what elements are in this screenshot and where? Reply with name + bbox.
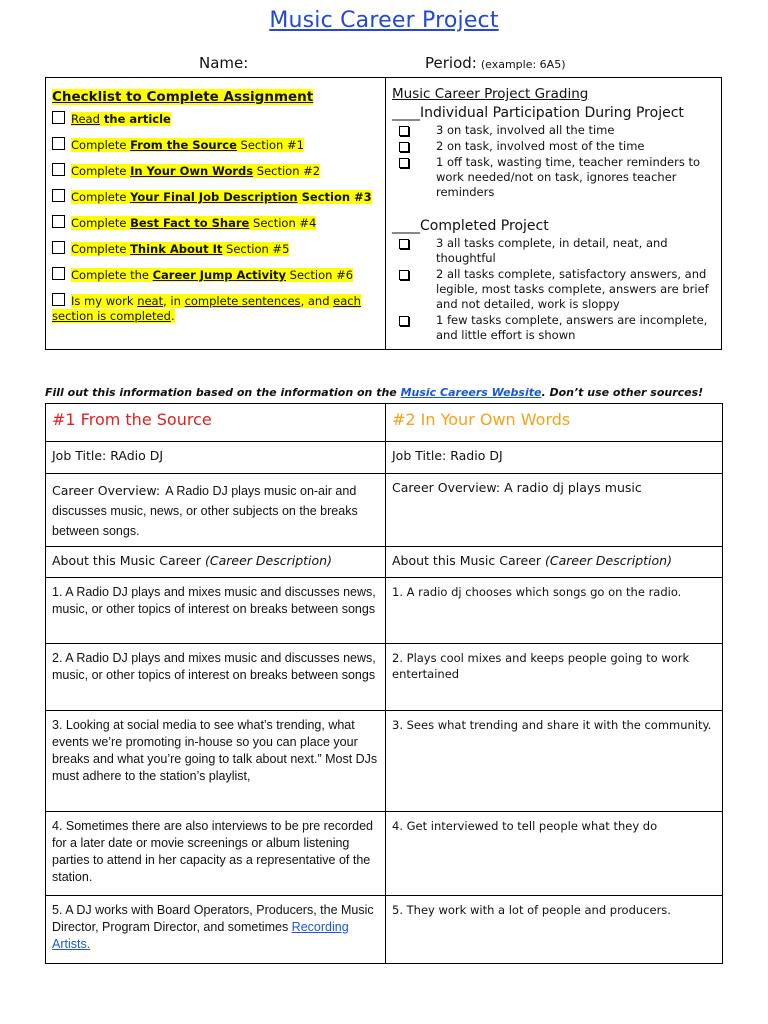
period-label <box>425 54 565 72</box>
about-italic: (Career Description) <box>545 553 672 568</box>
checklist-link[interactable]: Career Jump Activity <box>152 268 287 282</box>
col-own-words-header <box>386 404 723 442</box>
checklist-link[interactable]: From the Source <box>130 138 237 152</box>
completed-item <box>398 267 715 312</box>
completed-text: 1 few tasks complete, answers are incomplete, and little effort is shown <box>436 313 708 342</box>
name-label: Name: <box>199 54 249 72</box>
job-title-right[interactable]: Job Title: Radio DJ <box>386 442 723 474</box>
checklist-title: Checklist to Complete Assignment <box>52 89 314 105</box>
checklist-item-section-1 <box>52 137 379 153</box>
checklist-prefix: Complete <box>71 216 131 230</box>
recording-artists-link[interactable]: Recording Artists. <box>52 920 349 951</box>
review-text: . <box>170 309 175 323</box>
table-row <box>46 578 723 644</box>
review-text: , and <box>300 294 334 308</box>
about-row <box>46 547 723 578</box>
completed-text: 2 all tasks complete, satisfactory answers, and legible, most tasks complete, answers are brief and not detailed, work is sloppy <box>436 267 709 311</box>
about-label: About this Music Career <box>52 553 205 568</box>
source-cell-4[interactable]: 4. Sometimes there are also interviews to be pre recorded for a later date or movie screenings or album listening parties to attend in her capacity as a representative of the station. <box>46 812 386 896</box>
table-header-row <box>46 404 723 442</box>
checklist-link[interactable]: Best Fact to Share <box>130 216 250 230</box>
checklist-item-section-2 <box>52 163 379 179</box>
checkbox-icon[interactable] <box>52 293 65 306</box>
checklist-item-read <box>52 111 379 127</box>
from-source-heading: #1 From the Source <box>52 410 212 429</box>
checkbox-icon[interactable] <box>52 137 65 150</box>
checklist-link[interactable]: Read <box>71 112 100 126</box>
completed-list <box>392 236 715 343</box>
checklist-item-section-6 <box>52 267 379 283</box>
square-bullet-icon <box>399 158 409 168</box>
source-cell-1[interactable]: 1. A Radio DJ plays and mixes music and discusses news, music, or other topics of interest on breaks between songs <box>46 578 386 644</box>
grading-participation-heading: ____Individual Participation During Project <box>392 105 684 121</box>
source-cell-2[interactable]: 2. A Radio DJ plays and mixes music and discusses news, music, or other topics of interest on breaks between songs <box>46 644 386 711</box>
about-italic: (Career Description) <box>205 553 332 568</box>
review-sentences: complete sentences <box>184 294 301 308</box>
checklist-grading-box <box>45 77 722 350</box>
checklist-list <box>52 111 379 324</box>
music-careers-website-link[interactable]: Music Careers Website <box>400 386 542 399</box>
checklist-link[interactable]: Your Final Job Description <box>130 190 298 204</box>
instruction-text: Fill out this information based on the information on the <box>45 386 401 399</box>
table-row <box>46 711 723 812</box>
completed-text: 3 all tasks complete, in detail, neat, and thoughtful <box>436 236 668 265</box>
overview-left[interactable] <box>46 474 386 547</box>
grading-panel <box>386 78 721 349</box>
table-row <box>46 644 723 711</box>
review-complete: each section is completed <box>52 294 361 323</box>
checklist-prefix: Complete <box>71 138 131 152</box>
participation-list <box>392 123 715 200</box>
checkbox-icon[interactable] <box>52 163 65 176</box>
checklist-suffix: Section #2 <box>253 164 321 178</box>
instruction-text: . Don’t use other sources! <box>541 386 704 399</box>
checkbox-icon[interactable] <box>52 267 65 280</box>
participation-text: 3 on task, involved all the time <box>436 123 615 137</box>
checklist-prefix: Complete the <box>71 268 153 282</box>
checklist-prefix: Complete <box>71 190 131 204</box>
checklist-item-section-3 <box>52 189 379 205</box>
square-bullet-icon <box>399 316 409 326</box>
square-bullet-icon <box>399 142 409 152</box>
source-cell-5[interactable] <box>46 896 386 964</box>
checklist-item-section-5 <box>52 241 379 257</box>
checklist-prefix: Complete <box>71 164 131 178</box>
about-right <box>386 547 723 578</box>
checklist-link[interactable]: Think About It <box>130 242 223 256</box>
checklist-suffix: Section #6 <box>286 268 354 282</box>
own-words-heading: #2 In Your Own Words <box>392 410 571 429</box>
own-words-cell-4[interactable]: 4. Get interviewed to tell people what they do <box>386 812 723 896</box>
job-title-row <box>46 442 723 474</box>
checklist-item-section-4 <box>52 215 379 231</box>
own-words-cell-5[interactable]: 5. They work with a lot of people and producers. <box>386 896 723 964</box>
about-label: About this Music Career <box>392 553 545 568</box>
checklist-suffix: Section #1 <box>236 138 304 152</box>
checkbox-icon[interactable] <box>52 215 65 228</box>
square-bullet-icon <box>399 239 409 249</box>
checklist-link[interactable]: In Your Own Words <box>130 164 254 178</box>
participation-item <box>398 123 715 138</box>
square-bullet-icon <box>399 270 409 280</box>
own-words-cell-3[interactable]: 3. Sees what trending and share it with the community. <box>386 711 723 812</box>
checklist-panel <box>46 78 386 349</box>
period-example: (example: 6A5) <box>480 58 566 71</box>
source-cell-5-text: 5. A DJ works with Board Operators, Producers, the Music Director, Program Director, and sometimes <box>52 903 374 934</box>
own-words-cell-1[interactable]: 1. A radio dj chooses which songs go on the radio. <box>386 578 723 644</box>
period-label-text: Period: <box>425 54 477 72</box>
about-left <box>46 547 386 578</box>
participation-item <box>398 155 715 200</box>
table-row <box>46 812 723 896</box>
checklist-prefix: Complete <box>71 242 131 256</box>
career-table <box>45 403 723 964</box>
checkbox-icon[interactable] <box>52 241 65 254</box>
review-text: Is my work <box>71 294 138 308</box>
review-text: , in <box>163 294 185 308</box>
checklist-item-review <box>52 293 379 324</box>
instruction-note <box>45 386 725 399</box>
page-title: Music Career Project <box>269 8 499 33</box>
review-neat: neat <box>137 294 164 308</box>
completed-item <box>398 313 715 343</box>
overview-left-text: A Radio DJ plays music on-air and discusses music, news, or other subjects on the breaks between songs. <box>52 484 358 538</box>
participation-item <box>398 139 715 154</box>
source-cell-3[interactable]: 3. Looking at social media to see what’s trending, what events we’re promoting in-house so you can place your breaks and what you’re going to talk about next.” Most DJs must adhere to the station’s playlist, <box>46 711 386 812</box>
overview-label: Career Overview: <box>52 483 161 498</box>
grading-completed-heading: ____Completed Project <box>392 218 549 234</box>
checkbox-icon[interactable] <box>52 111 65 124</box>
overview-row <box>46 474 723 547</box>
job-title-left[interactable]: Job Title: RAdio DJ <box>46 442 386 474</box>
col-from-source-header <box>46 404 386 442</box>
square-bullet-icon <box>399 126 409 136</box>
grading-title: Music Career Project Grading <box>392 86 589 102</box>
table-row <box>46 896 723 964</box>
checkbox-icon[interactable] <box>52 189 65 202</box>
checklist-suffix: Section #4 <box>249 216 317 230</box>
checklist-suffix: the article <box>99 112 171 126</box>
checklist-suffix: Section #3 <box>297 190 372 204</box>
checklist-suffix: Section #5 <box>222 242 290 256</box>
overview-right[interactable]: Career Overview: A radio dj plays music <box>386 474 723 547</box>
own-words-cell-2[interactable]: 2. Plays cool mixes and keeps people going to work entertained <box>386 644 723 711</box>
participation-text: 2 on task, involved most of the time <box>436 139 645 153</box>
participation-text: 1 off task, wasting time, teacher reminders to work needed/not on task, ignores teacher reminders <box>436 155 701 199</box>
completed-item <box>398 236 715 266</box>
